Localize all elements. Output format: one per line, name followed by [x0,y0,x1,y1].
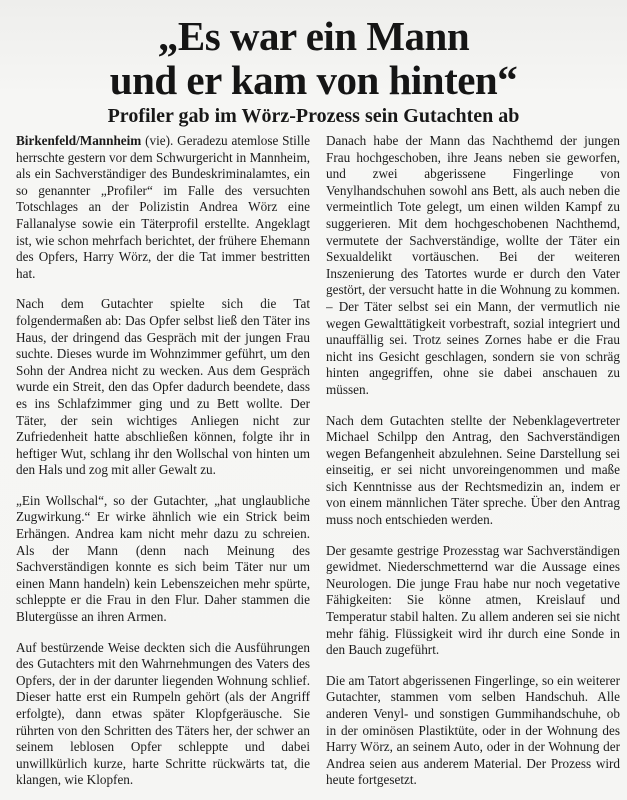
paragraph: Die am Tatort abgerissenen Fingerlinge, so ein weiterer Gutachter, stammen vom selben Handschuh. Alle anderen Venyl- und sonstigen Gummihandschuhe, ob in der ominösen Plastiktüte, oder in der Wohnung des Harry Wörz, an seinem Auto, oder in der Wohnung der Andrea seien aus anderem Material. Der Prozess wird heute fortgesetzt. [326,672,620,788]
subheadline: Profiler gab im Wörz-Prozess sein Gutachten ab [107,105,520,127]
paragraph: Der gesamte gestrige Prozesstag war Sachverständigen gewidmet. Niederschmetternd war die Aussage eines Neurologen. Die junge Frau habe nur noch vegetative Fähigkeiten: Sie könne atmen, Kreislauf und Temperatur stabil halten. Zu allem anderen sei sie nicht mehr fähig. Flüssigkeit wird ihr durch eine Sonde in den Bauch zugeführt. [326,542,620,658]
paragraph: Nach dem Gutachter spielte sich die Tat folgendermaßen ab: Das Opfer selbst ließ den Täter ins Haus, der dringend das Gespräch mit der jungen Frau suchte. Dieses wurde im Wohnzimmer geführt, um den Sohn der Andrea nicht zu wecken. Aus dem Gespräch wurde ein Streit, den das Opfer dadurch beendete, dass es ins Schlafzimmer ging und zu Bett wollte. Der Täter, der sein wichtiges Anliegen nicht zur Zufriedenheit hatte abschließen können, folgte ihr in heftiger Wut, schlang ihr den Wollschal von hinten um den Hals und zog mit aller Gewalt zu. [16,296,310,478]
paragraph: Nach dem Gutachten stellte der Nebenklagevertreter Michael Schilpp den Antrag, den Sachverständigen wegen Befangenheit abzulehnen. Seine Darstellung sei einseitig, er sei nicht unvoreingenommen und maße sich Kenntnisse aus der Rechtsmedizin an, indem er von einem männlichen Täter spreche. Über den Antrag muss noch entschieden werden. [326,412,620,528]
paragraph-text: (vie). Geradezu atemlose Stille herrschte gestern vor dem Schwurgericht in Mannheim, als ein Sachverständiger des Bundeskriminalamtes, ein so genannter „Profiler“ im Falle des versuchten Totschlages an der Polizistin Andrea Wörz eine Fallanalyse sowie ein Täterprofil erstellte. Angeklagt ist, wie schon mehrfach berichtet, der frühere Ehemann des Opfers, Harry Wörz, der die Tat immer bestritten hat. [16,133,310,281]
headline [0,14,627,102]
paragraph: „Ein Wollschal“, so der Gutachter, „hat unglaubliche Zugwirkung.“ Er wirke ähnlich wie ein Strick beim Erhängen. Andrea kam nicht mehr dazu zu schreien. Als der Mann (denn nach Meinung des Sachverständigen konnte es sich beim Täter nur um einen Mann handeln) kein Lebenszeichen mehr spürte, schleppte er die Frau in den Flur. Daher stammen die Blutergüsse an ihren Armen. [16,492,310,625]
paragraph: Auf bestürzende Weise deckten sich die Ausführungen des Gutachters mit den Wahrnehmungen des Vaters des Opfers, der in der darunter liegenden Wohnung schlief. Dieser hatte erst ein Rumpeln gehört (als der Angriff erfolgte), dann etwas später Klopfgeräusche. Sie rührten von den Schritten des Täters her, der schwer an seinem leblosen Opfer schleppte und dabei unwillkürlich kurze, harte Schritte rückwärts tat, die klangen, wie Klopfen. [16,639,310,788]
headline-line-2: und er kam von hinten“ [109,57,518,103]
paragraph [16,133,310,282]
paragraph: Danach habe der Mann das Nachthemd der jungen Frau hochgeschoben, ihre Jeans neben sie geworfen, und zwei abgerissene Fingerlinge von Venylhandschuhen sowohl ans Bett, als auch neben die vermeintlich Tote gelegt, um einen wilden Kampf zu suggerieren. Mit dem hochgeschobenen Nachthemd, vermutete der Sachverständige, wollte der Täter ein Sexualdelikt vortäuschen. Bei der weiteren Inszenierung des Tatortes wurde er durch den Vater gestört, der versucht hatte in die Wohnung zu kommen. – Der Täter selbst sei ein Mann, der vermutlich nie wegen Gewalttätigkeit vorbestraft, sozial integriert und unauffällig sei. Trotz seines Zornes habe er die Frau nicht ins Gesicht geschlagen, sondern sie von schräg hinten angegriffen, ohne sie dabei anschauen zu müssen. [326,133,620,397]
headline-line-1: „Es war ein Mann [157,13,470,59]
dateline: Birkenfeld/Mannheim [16,133,142,148]
article-column-left [16,133,310,797]
article-column-right [326,133,620,797]
